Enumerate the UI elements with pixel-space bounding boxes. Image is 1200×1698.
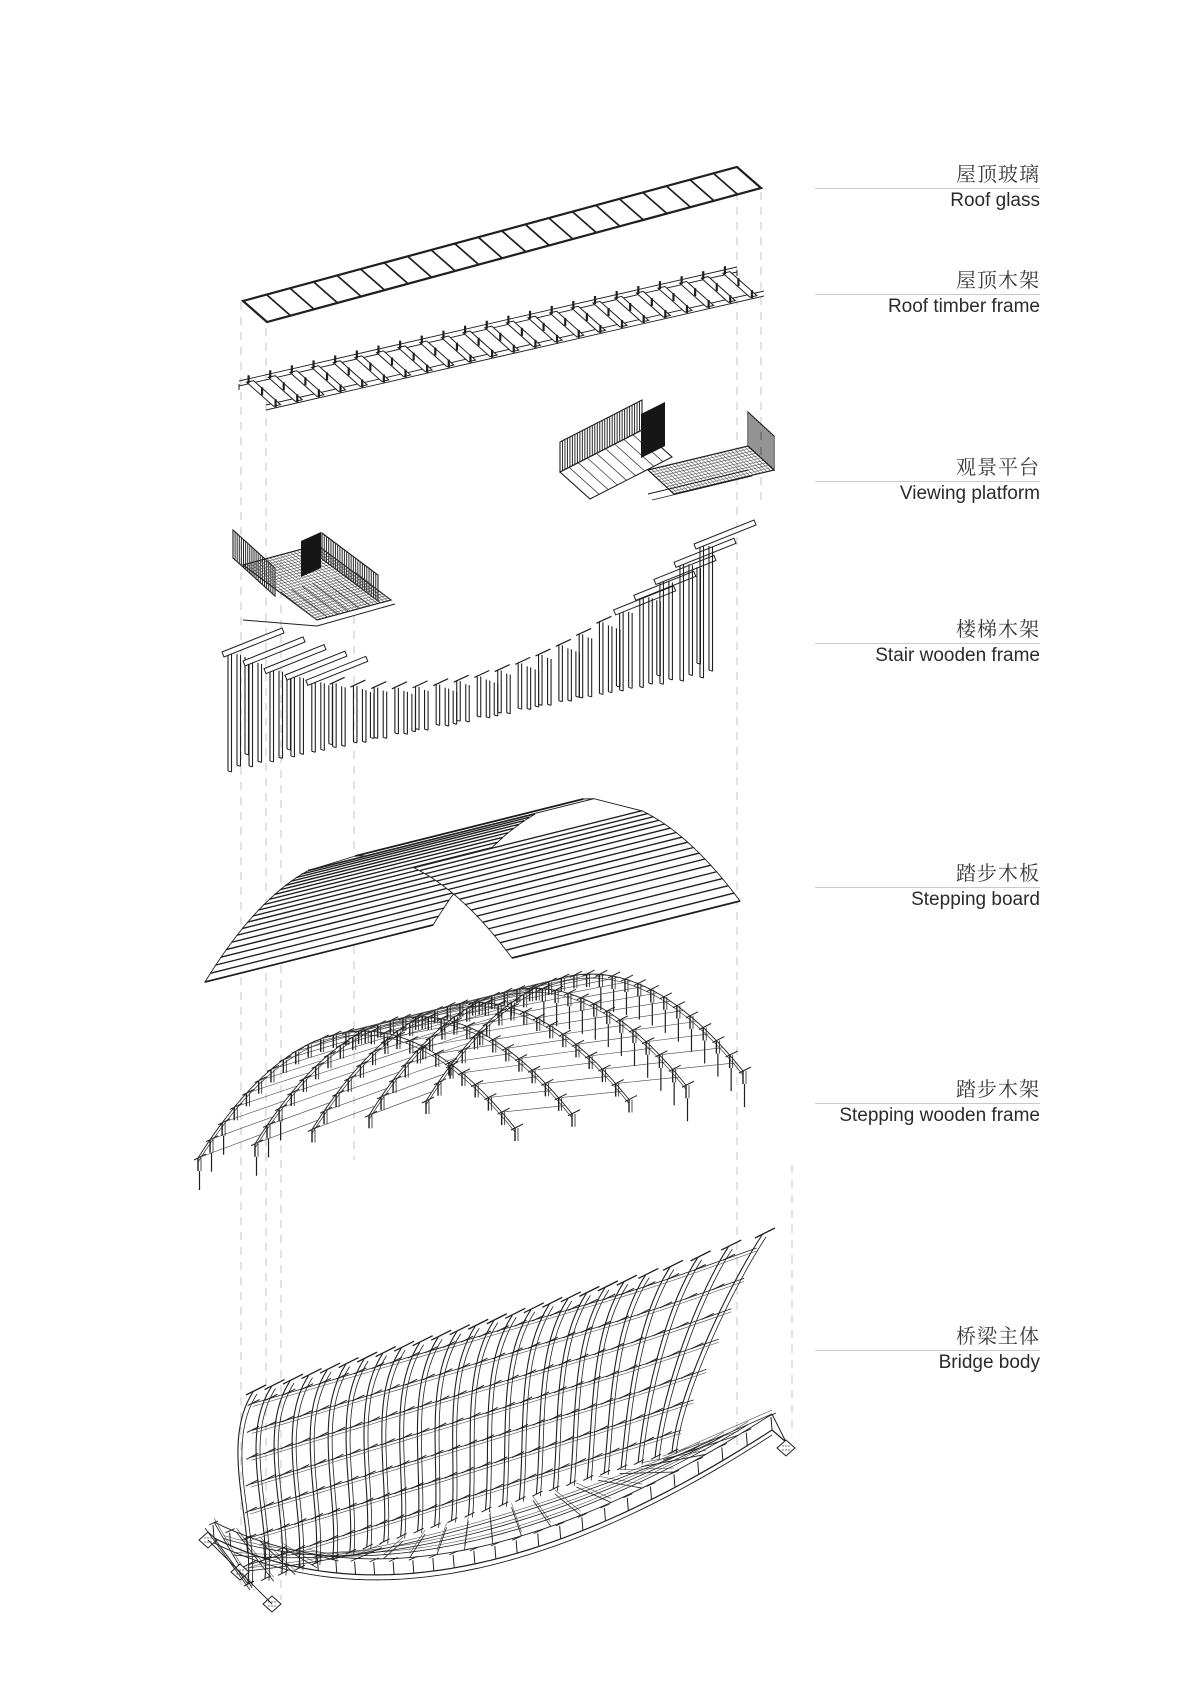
layer-label-stair-wooden-frame (815, 618, 1040, 668)
layer-label-roof-timber-frame (815, 269, 1040, 319)
layer-label-zh: 桥梁主体 (956, 1326, 1040, 1348)
layer-label-zh: 屋顶玻璃 (956, 164, 1040, 186)
layer-label-en: Viewing platform (899, 483, 1040, 504)
layer-label-en: Stepping board (911, 889, 1040, 910)
layer-label-en: Roof glass (950, 190, 1040, 211)
layer-label-zh: 踏步木板 (956, 863, 1040, 885)
layer-label-en: Stepping wooden frame (839, 1105, 1040, 1126)
layer-label-zh: 楼梯木架 (956, 619, 1040, 641)
layer-label-stepping-wooden-frame (815, 1078, 1040, 1128)
layer-roof-glass (243, 167, 761, 322)
layer-label-en: Stair wooden frame (875, 645, 1040, 666)
layer-label-bridge-body (815, 1325, 1040, 1375)
layer-viewing-platform-left (233, 530, 395, 626)
layer-bridge-body (199, 1228, 795, 1612)
layer-viewing-platform-right (560, 400, 774, 500)
layer-label-stepping-board (815, 862, 1040, 912)
layer-label-roof-glass (815, 163, 1040, 213)
layer-label-en: Roof timber frame (887, 296, 1040, 317)
layer-label-zh: 踏步木架 (956, 1079, 1040, 1101)
layer-label-en: Bridge body (938, 1352, 1040, 1373)
layer-stepping-board (205, 799, 740, 982)
layer-stepping-wooden-frame (194, 970, 751, 1190)
layer-label-zh: 观景平台 (956, 457, 1040, 479)
layer-label-viewing-platform (815, 456, 1040, 506)
layer-label-zh: 屋顶木架 (956, 270, 1040, 292)
layer-roof-timber-frame (239, 266, 764, 410)
